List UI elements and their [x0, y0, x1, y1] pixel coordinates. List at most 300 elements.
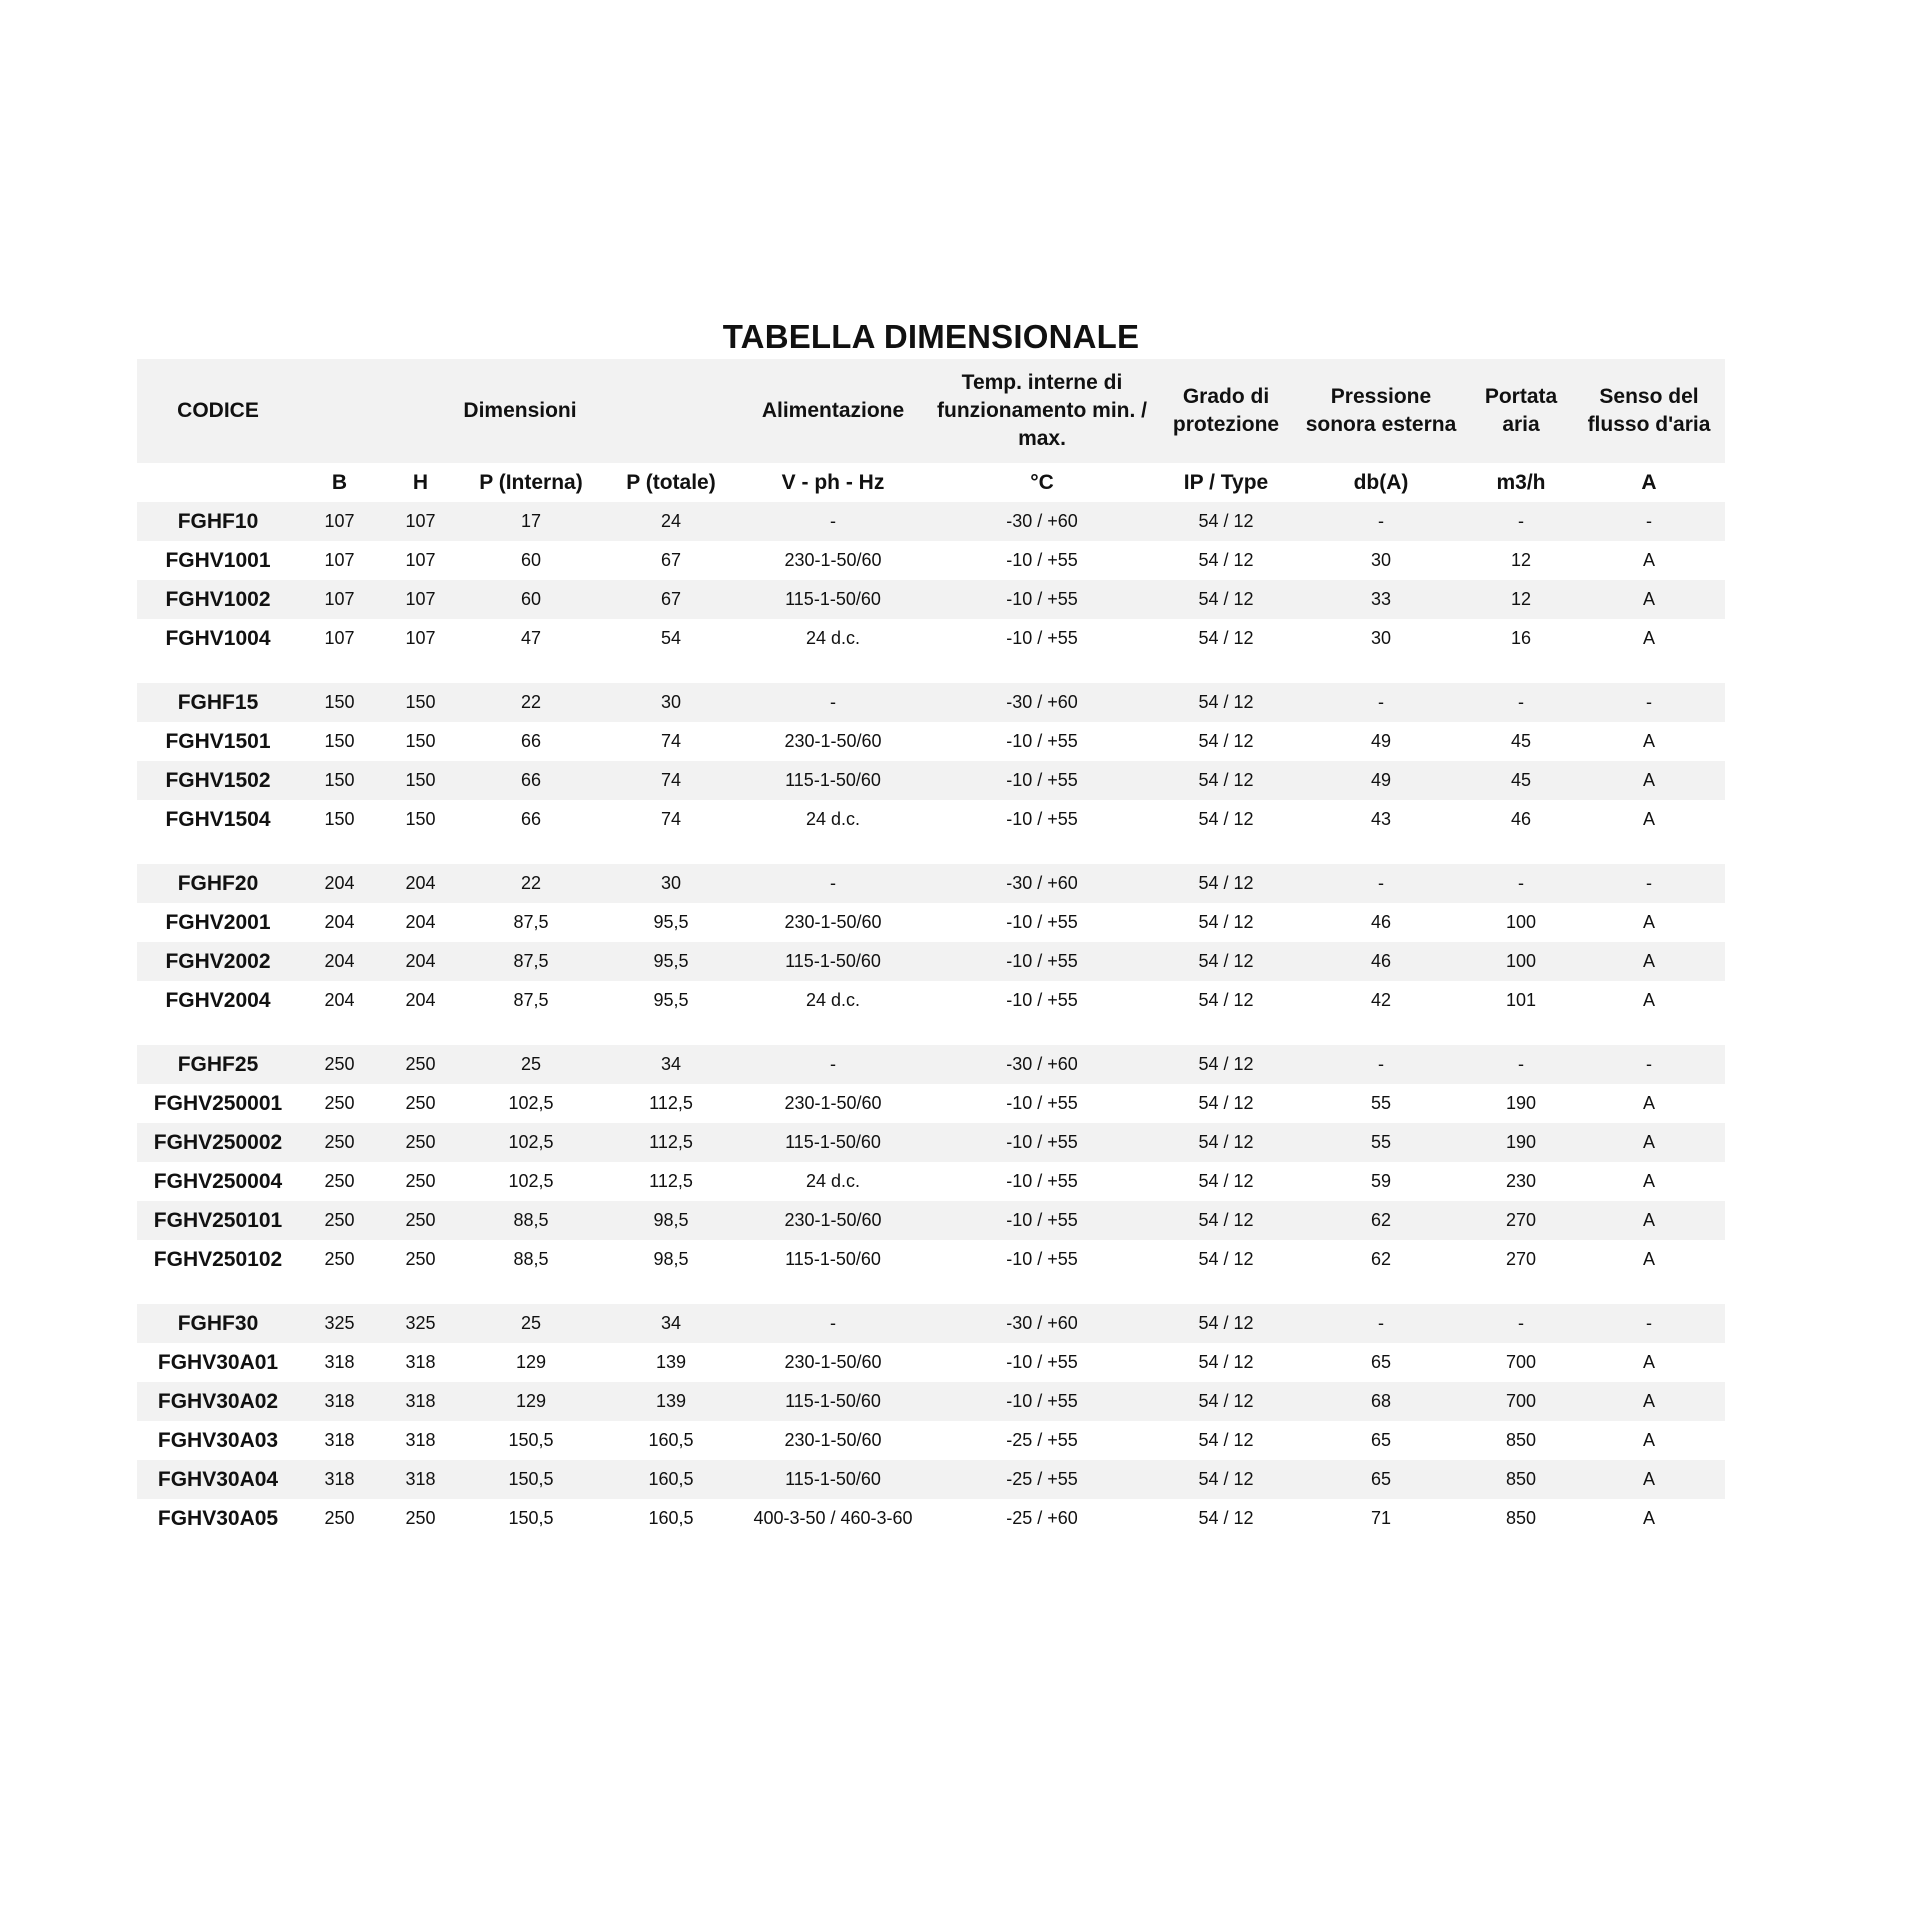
cell-p-interna: 25 — [461, 1304, 601, 1343]
cell-b: 204 — [299, 864, 380, 903]
cell-senso: A — [1642, 1249, 1655, 1269]
table-row — [137, 903, 1725, 942]
cell-grado: 54 / 12 — [1159, 1201, 1293, 1240]
cell-senso: A — [1642, 628, 1655, 648]
cell-alimentazione: - — [741, 864, 925, 903]
cell-codice: FGHV30A04 — [137, 1460, 299, 1499]
cell-grado: 54 / 12 — [1198, 550, 1254, 570]
cell-p-totale: 95,5 — [601, 942, 741, 981]
cell-codice: FGHF15 — [137, 683, 299, 722]
cell-pressione: 49 — [1370, 731, 1392, 751]
cell-p-interna: 47 — [520, 628, 542, 648]
cell-grado: 54 / 12 — [1159, 864, 1293, 903]
group-spacer — [137, 1020, 1725, 1045]
cell-b: 150 — [324, 809, 355, 829]
cell-p-totale: 74 — [601, 761, 741, 800]
cell-p-interna: 22 — [461, 683, 601, 722]
table-row — [137, 942, 1725, 981]
cell-temp: -10 / +55 — [925, 1123, 1159, 1162]
cell-alimentazione: 230-1-50/60 — [784, 1352, 882, 1372]
cell-grado: 54 / 12 — [1159, 1304, 1293, 1343]
group-spacer — [137, 839, 1725, 864]
cell-alimentazione: 115-1-50/60 — [785, 1249, 881, 1269]
cell-senso: A — [1573, 1123, 1725, 1162]
cell-senso: A — [1642, 990, 1655, 1010]
table-row — [137, 502, 1725, 541]
cell-p-interna: 60 — [520, 550, 542, 570]
cell-p-totale: 34 — [601, 1304, 741, 1343]
cell-pressione: 62 — [1370, 1249, 1392, 1269]
cell-grado: 54 / 12 — [1198, 1352, 1254, 1372]
cell-temp: -30 / +60 — [925, 683, 1159, 722]
cell-senso: A — [1642, 550, 1655, 570]
subheader-b: B — [299, 463, 380, 502]
cell-b: 250 — [324, 1171, 355, 1191]
cell-p-interna: 102,5 — [508, 1171, 554, 1191]
header-dimensioni: Dimensioni — [299, 359, 741, 463]
cell-h: 107 — [405, 628, 436, 648]
header-codice: CODICE — [137, 359, 299, 463]
cell-alimentazione: 230-1-50/60 — [784, 731, 882, 751]
cell-h: 204 — [380, 864, 461, 903]
cell-portata: - — [1469, 864, 1573, 903]
cell-portata: 850 — [1469, 1460, 1573, 1499]
group-spacer-cell — [137, 839, 1725, 864]
cell-pressione: 30 — [1370, 628, 1392, 648]
cell-b: 318 — [299, 1460, 380, 1499]
cell-codice: FGHV1504 — [165, 807, 271, 831]
cell-senso: A — [1573, 1382, 1725, 1421]
cell-temp: -10 / +55 — [1006, 628, 1078, 648]
cell-p-totale: 160,5 — [601, 1460, 741, 1499]
cell-pressione: 33 — [1293, 580, 1469, 619]
cell-p-interna: 150,5 — [508, 1508, 554, 1528]
table-row — [137, 1499, 1725, 1538]
table-row — [137, 1382, 1725, 1421]
cell-codice: FGHV250101 — [137, 1201, 299, 1240]
cell-codice: FGHV30A02 — [137, 1382, 299, 1421]
cell-p-interna: 150,5 — [508, 1430, 554, 1450]
cell-senso: - — [1573, 1045, 1725, 1084]
subheader-pressione: db(A) — [1293, 463, 1469, 502]
header-senso: Senso del flusso d'aria — [1573, 359, 1725, 463]
cell-grado: 54 / 12 — [1198, 1249, 1254, 1269]
cell-h: 318 — [380, 1460, 461, 1499]
cell-b: 318 — [324, 1430, 355, 1450]
cell-b: 107 — [324, 628, 355, 648]
group-spacer — [137, 658, 1725, 683]
cell-alimentazione: 115-1-50/60 — [741, 1382, 925, 1421]
cell-pressione: 49 — [1293, 761, 1469, 800]
cell-codice: FGHV30A05 — [157, 1506, 279, 1530]
cell-pressione: 43 — [1370, 809, 1392, 829]
cell-p-totale: 74 — [660, 731, 682, 751]
cell-alimentazione: 230-1-50/60 — [784, 550, 882, 570]
cell-temp: -10 / +55 — [925, 580, 1159, 619]
cell-alimentazione: 115-1-50/60 — [741, 761, 925, 800]
cell-alimentazione: 400-3-50 / 460-3-60 — [753, 1508, 913, 1528]
cell-p-totale: 98,5 — [601, 1201, 741, 1240]
cell-portata: 100 — [1505, 912, 1537, 932]
subheader-p-interna: P (Interna) — [461, 463, 601, 502]
subheader-p-totale: P (totale) — [601, 463, 741, 502]
cell-temp: -10 / +55 — [925, 942, 1159, 981]
cell-b: 250 — [324, 1093, 355, 1113]
cell-grado: 54 / 12 — [1198, 1430, 1254, 1450]
cell-grado: 54 / 12 — [1198, 628, 1254, 648]
cell-senso: A — [1573, 1460, 1725, 1499]
header-grado: Grado di protezione — [1159, 359, 1293, 463]
cell-h: 150 — [405, 809, 436, 829]
cell-alimentazione: 230-1-50/60 — [784, 912, 882, 932]
cell-grado: 54 / 12 — [1159, 1123, 1293, 1162]
cell-grado: 54 / 12 — [1159, 502, 1293, 541]
cell-portata: - — [1469, 1045, 1573, 1084]
cell-p-totale: 30 — [601, 683, 741, 722]
cell-codice: FGHV2001 — [165, 910, 271, 934]
cell-portata: 270 — [1469, 1201, 1573, 1240]
cell-grado: 54 / 12 — [1159, 761, 1293, 800]
cell-pressione: - — [1293, 683, 1469, 722]
subheader-codice — [137, 463, 299, 502]
cell-p-totale: 30 — [601, 864, 741, 903]
cell-alimentazione: 24 d.c. — [805, 1171, 861, 1191]
cell-p-totale: 112,5 — [601, 1123, 741, 1162]
cell-alimentazione: - — [741, 1304, 925, 1343]
cell-portata: 850 — [1505, 1508, 1537, 1528]
cell-senso: A — [1642, 1352, 1655, 1372]
cell-pressione: 55 — [1293, 1123, 1469, 1162]
cell-temp: -30 / +60 — [925, 1304, 1159, 1343]
cell-p-interna: 102,5 — [508, 1093, 554, 1113]
cell-pressione: 65 — [1370, 1352, 1392, 1372]
cell-portata: - — [1469, 502, 1573, 541]
cell-pressione: 46 — [1293, 942, 1469, 981]
cell-codice: FGHV1501 — [165, 729, 271, 753]
cell-temp: -10 / +55 — [1006, 912, 1078, 932]
cell-h: 150 — [405, 731, 436, 751]
cell-portata: - — [1469, 683, 1573, 722]
cell-codice: FGHV2004 — [165, 988, 271, 1012]
cell-p-totale: 24 — [601, 502, 741, 541]
cell-p-interna: 102,5 — [461, 1123, 601, 1162]
cell-h: 250 — [405, 1508, 436, 1528]
cell-p-interna: 60 — [461, 580, 601, 619]
cell-alimentazione: - — [741, 502, 925, 541]
cell-codice: FGHF25 — [137, 1045, 299, 1084]
cell-b: 325 — [299, 1304, 380, 1343]
cell-b: 318 — [324, 1352, 355, 1372]
cell-alimentazione: 24 d.c. — [805, 990, 861, 1010]
cell-senso: A — [1642, 912, 1655, 932]
table-row — [137, 981, 1725, 1020]
cell-pressione: 71 — [1370, 1508, 1392, 1528]
cell-p-totale: 98,5 — [653, 1249, 689, 1269]
cell-senso: A — [1573, 942, 1725, 981]
cell-h: 250 — [380, 1201, 461, 1240]
cell-p-interna: 129 — [515, 1352, 547, 1372]
cell-h: 107 — [380, 502, 461, 541]
cell-portata: 270 — [1505, 1249, 1537, 1269]
cell-pressione: 65 — [1370, 1430, 1392, 1450]
cell-senso: A — [1642, 1430, 1655, 1450]
cell-grado: 54 / 12 — [1198, 1171, 1254, 1191]
cell-p-interna: 87,5 — [513, 912, 549, 932]
cell-senso: - — [1573, 1304, 1725, 1343]
cell-p-interna: 88,5 — [513, 1249, 549, 1269]
cell-codice: FGHF20 — [137, 864, 299, 903]
cell-alimentazione: 24 d.c. — [805, 628, 861, 648]
cell-senso: A — [1642, 1508, 1655, 1528]
cell-codice: FGHV250002 — [137, 1123, 299, 1162]
cell-temp: -10 / +55 — [1006, 1249, 1078, 1269]
cell-grado: 54 / 12 — [1159, 1382, 1293, 1421]
cell-alimentazione: 115-1-50/60 — [741, 580, 925, 619]
cell-h: 150 — [380, 683, 461, 722]
subheader-senso: A — [1573, 463, 1725, 502]
cell-senso: - — [1573, 864, 1725, 903]
cell-alimentazione: 230-1-50/60 — [784, 1430, 882, 1450]
cell-h: 250 — [405, 1093, 436, 1113]
subheader-h: H — [380, 463, 461, 502]
cell-temp: -10 / +55 — [1006, 731, 1078, 751]
cell-portata: 190 — [1505, 1093, 1537, 1113]
table-row — [137, 864, 1725, 903]
table-row — [137, 683, 1725, 722]
cell-temp: -10 / +55 — [1006, 1171, 1078, 1191]
cell-p-totale: 112,5 — [649, 1171, 693, 1191]
cell-senso: - — [1573, 683, 1725, 722]
cell-p-interna: 66 — [461, 761, 601, 800]
cell-portata: - — [1469, 1304, 1573, 1343]
cell-senso: A — [1642, 809, 1655, 829]
cell-b: 107 — [299, 580, 380, 619]
cell-h: 318 — [405, 1352, 436, 1372]
cell-p-interna: 25 — [461, 1045, 601, 1084]
cell-temp: -25 / +55 — [1006, 1430, 1078, 1450]
cell-grado: 54 / 12 — [1198, 1508, 1254, 1528]
cell-codice: FGHV2002 — [137, 942, 299, 981]
cell-p-totale: 67 — [660, 550, 682, 570]
cell-senso: A — [1573, 1201, 1725, 1240]
header-alimentazione: Alimentazione — [741, 359, 925, 463]
cell-pressione: 30 — [1370, 550, 1392, 570]
page-title: TABELLA DIMENSIONALE — [722, 318, 1140, 355]
table-header-row — [137, 359, 1725, 463]
cell-b: 318 — [299, 1382, 380, 1421]
cell-alimentazione: 24 d.c. — [805, 809, 861, 829]
cell-p-totale: 112,5 — [649, 1093, 693, 1113]
cell-pressione: 62 — [1293, 1201, 1469, 1240]
cell-b: 204 — [299, 942, 380, 981]
cell-codice: FGHV1001 — [165, 548, 271, 572]
cell-grado: 54 / 12 — [1198, 990, 1254, 1010]
header-pressione: Pressione sonora esterna — [1293, 359, 1469, 463]
cell-senso: A — [1642, 1171, 1655, 1191]
cell-temp: -25 / +55 — [925, 1460, 1159, 1499]
cell-pressione: - — [1293, 1304, 1469, 1343]
cell-pressione: 68 — [1293, 1382, 1469, 1421]
cell-temp: -30 / +60 — [925, 502, 1159, 541]
cell-portata: 45 — [1510, 731, 1532, 751]
group-spacer — [137, 1279, 1725, 1304]
cell-temp: -25 / +60 — [1006, 1508, 1078, 1528]
table-row — [137, 722, 1725, 761]
cell-p-interna: 87,5 — [513, 990, 549, 1010]
cell-h: 204 — [405, 990, 436, 1010]
cell-h: 250 — [405, 1171, 436, 1191]
table-body — [137, 502, 1725, 1538]
cell-grado: 54 / 12 — [1198, 1093, 1254, 1113]
cell-pressione: - — [1293, 502, 1469, 541]
cell-codice: FGHF30 — [137, 1304, 299, 1343]
cell-pressione: 59 — [1370, 1171, 1392, 1191]
cell-temp: -10 / +55 — [1006, 1093, 1078, 1113]
cell-portata: 190 — [1469, 1123, 1573, 1162]
cell-temp: -10 / +55 — [1006, 809, 1078, 829]
cell-pressione: - — [1293, 1045, 1469, 1084]
table-row — [137, 541, 1725, 580]
cell-grado: 54 / 12 — [1159, 683, 1293, 722]
cell-temp: -10 / +55 — [925, 1201, 1159, 1240]
cell-b: 204 — [324, 990, 355, 1010]
cell-portata: 12 — [1469, 580, 1573, 619]
table-row — [137, 1045, 1725, 1084]
cell-alimentazione: 230-1-50/60 — [784, 1093, 882, 1113]
cell-portata: 850 — [1505, 1430, 1537, 1450]
subheader-temp: °C — [925, 463, 1159, 502]
table-row — [137, 580, 1725, 619]
cell-pressione: - — [1293, 864, 1469, 903]
cell-h: 318 — [405, 1430, 436, 1450]
cell-codice: FGHV30A01 — [157, 1350, 279, 1374]
cell-senso: A — [1642, 1093, 1655, 1113]
cell-senso: A — [1642, 731, 1655, 751]
cell-b: 150 — [299, 761, 380, 800]
subheader-grado: IP / Type — [1159, 463, 1293, 502]
subheader-portata: m3/h — [1469, 463, 1573, 502]
cell-portata: 101 — [1505, 990, 1537, 1010]
cell-p-totale: 54 — [660, 628, 682, 648]
table-row — [137, 1304, 1725, 1343]
cell-temp: -10 / +55 — [925, 1382, 1159, 1421]
cell-senso: A — [1573, 761, 1725, 800]
header-temp: Temp. interne di funzionamento min. / max. — [925, 359, 1159, 463]
cell-portata: 700 — [1505, 1352, 1537, 1372]
cell-alimentazione: 115-1-50/60 — [741, 1123, 925, 1162]
cell-p-totale: 67 — [601, 580, 741, 619]
cell-grado: 54 / 12 — [1198, 731, 1254, 751]
cell-h: 107 — [405, 550, 436, 570]
cell-p-totale: 95,5 — [653, 912, 689, 932]
group-spacer-cell — [137, 1279, 1725, 1304]
cell-b: 204 — [324, 912, 355, 932]
cell-p-interna: 88,5 — [461, 1201, 601, 1240]
cell-p-totale: 74 — [660, 809, 682, 829]
cell-grado: 54 / 12 — [1159, 580, 1293, 619]
cell-p-interna: 22 — [461, 864, 601, 903]
cell-p-interna: 17 — [461, 502, 601, 541]
table-row — [137, 1123, 1725, 1162]
cell-temp: -10 / +55 — [1006, 990, 1078, 1010]
cell-senso: A — [1573, 580, 1725, 619]
cell-p-totale: 34 — [601, 1045, 741, 1084]
cell-grado: 54 / 12 — [1159, 1460, 1293, 1499]
cell-b: 250 — [324, 1508, 355, 1528]
cell-p-totale: 139 — [601, 1382, 741, 1421]
cell-alimentazione: 230-1-50/60 — [741, 1201, 925, 1240]
cell-codice: FGHV30A03 — [157, 1428, 279, 1452]
subheader-alimentazione: V - ph - Hz — [741, 463, 925, 502]
cell-codice: FGHV1002 — [137, 580, 299, 619]
cell-p-interna: 129 — [461, 1382, 601, 1421]
cell-p-interna: 66 — [520, 731, 542, 751]
cell-grado: 54 / 12 — [1198, 912, 1254, 932]
table-row — [137, 1084, 1725, 1123]
table-row — [137, 1162, 1725, 1201]
cell-b: 250 — [299, 1201, 380, 1240]
cell-h: 318 — [380, 1382, 461, 1421]
table-row — [137, 800, 1725, 839]
cell-codice: FGHV1004 — [165, 626, 271, 650]
cell-portata: 16 — [1510, 628, 1532, 648]
group-spacer-cell — [137, 658, 1725, 683]
cell-b: 250 — [299, 1045, 380, 1084]
group-spacer-cell — [137, 1020, 1725, 1045]
cell-portata: 100 — [1469, 942, 1573, 981]
table-row — [137, 1421, 1725, 1460]
cell-p-interna: 87,5 — [461, 942, 601, 981]
cell-alimentazione: 115-1-50/60 — [741, 1460, 925, 1499]
cell-h: 150 — [380, 761, 461, 800]
cell-temp: -30 / +60 — [925, 864, 1159, 903]
cell-h: 204 — [405, 912, 436, 932]
cell-temp: -30 / +60 — [925, 1045, 1159, 1084]
cell-h: 204 — [380, 942, 461, 981]
cell-codice: FGHV250001 — [153, 1091, 283, 1115]
cell-h: 250 — [405, 1249, 436, 1269]
table-row — [137, 1240, 1725, 1279]
table-row — [137, 1460, 1725, 1499]
cell-pressione: 42 — [1370, 990, 1392, 1010]
cell-codice: FGHV1502 — [137, 761, 299, 800]
cell-p-totale: 160,5 — [648, 1430, 694, 1450]
cell-senso: - — [1573, 502, 1725, 541]
cell-portata: 45 — [1469, 761, 1573, 800]
cell-codice: FGHF10 — [137, 502, 299, 541]
cell-portata: 700 — [1469, 1382, 1573, 1421]
cell-p-totale: 160,5 — [648, 1508, 694, 1528]
table-row — [137, 619, 1725, 658]
cell-temp: -10 / +55 — [925, 761, 1159, 800]
cell-b: 250 — [324, 1249, 355, 1269]
cell-pressione: 55 — [1370, 1093, 1392, 1113]
table-subheader-row — [137, 463, 1725, 502]
cell-h: 107 — [380, 580, 461, 619]
cell-h: 250 — [380, 1045, 461, 1084]
cell-h: 250 — [380, 1123, 461, 1162]
cell-alimentazione: - — [741, 683, 925, 722]
table-row — [137, 761, 1725, 800]
cell-grado: 54 / 12 — [1159, 942, 1293, 981]
cell-portata: 230 — [1505, 1171, 1537, 1191]
cell-grado: 54 / 12 — [1198, 809, 1254, 829]
dimensions-table — [137, 359, 1725, 1538]
table-row — [137, 1343, 1725, 1382]
cell-b: 150 — [299, 683, 380, 722]
cell-p-totale: 139 — [655, 1352, 687, 1372]
cell-b: 150 — [324, 731, 355, 751]
